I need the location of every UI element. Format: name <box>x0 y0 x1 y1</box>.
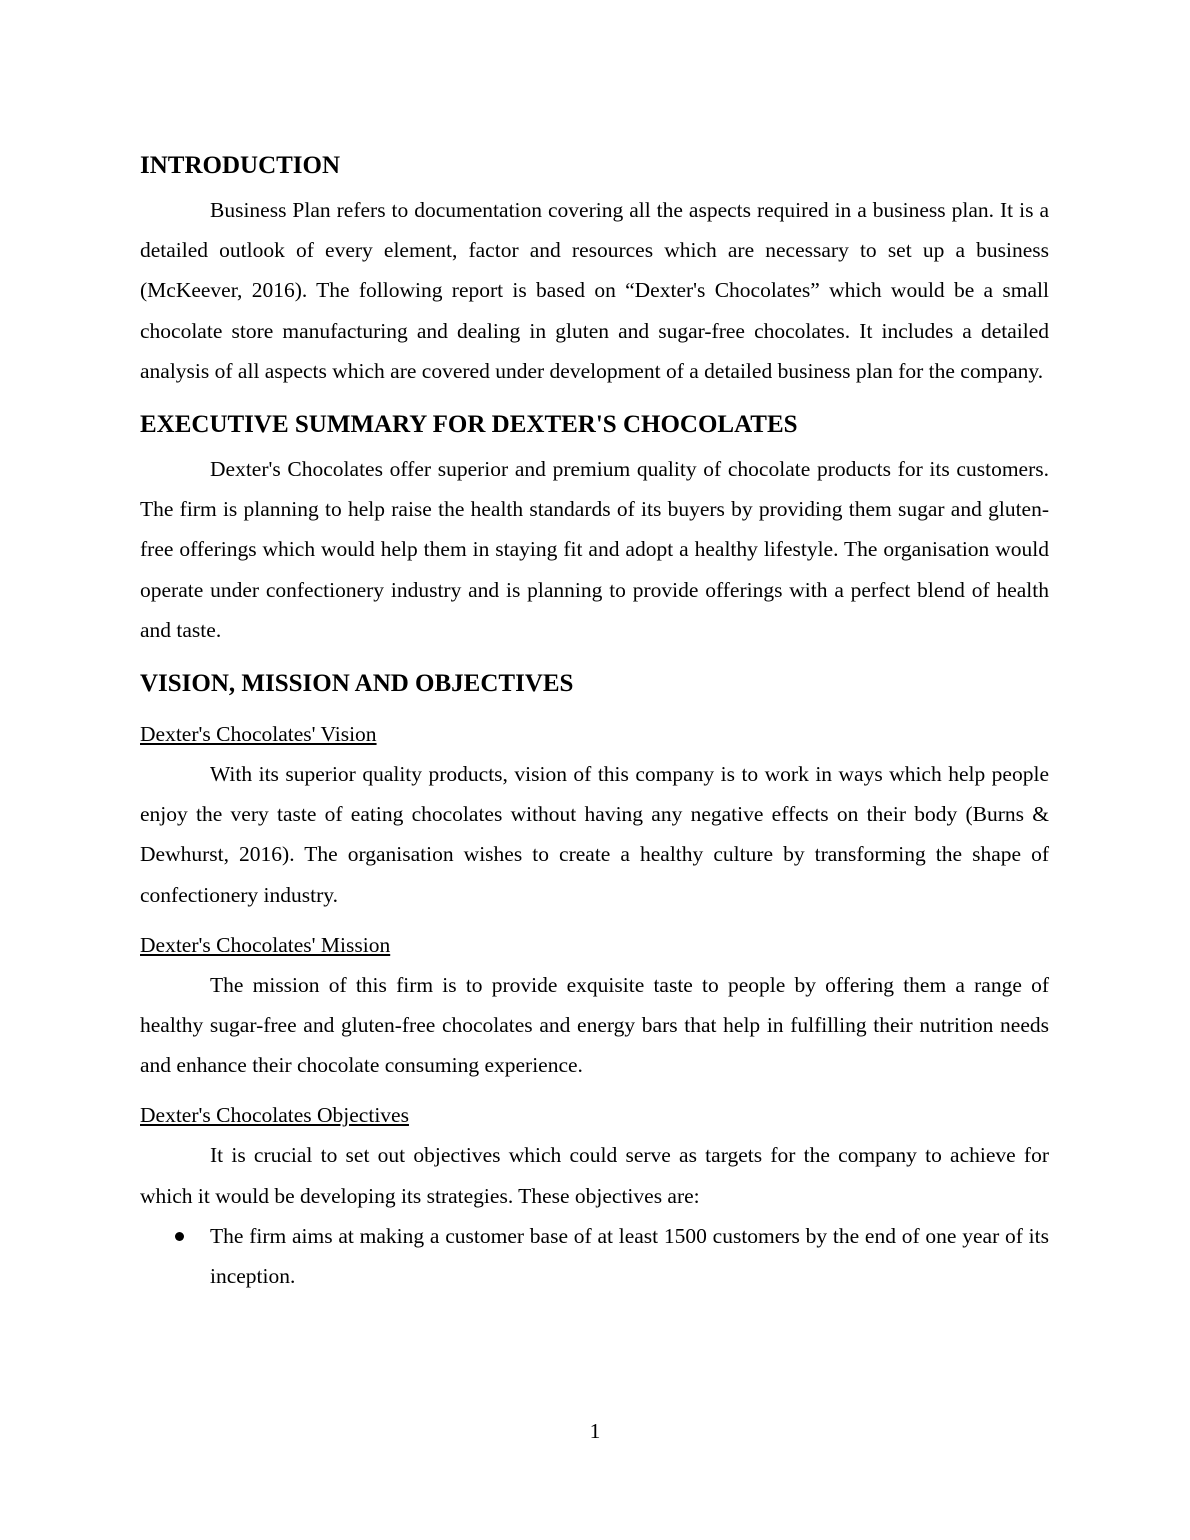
mission-paragraph: The mission of this firm is to provide exquisite taste to people by offering them a range of healthy sugar-free and gluten-free chocolates and energy bars that help in fulfilling their nutrition needs and enhance their chocolate consuming experience. <box>140 972 1049 1078</box>
objectives-paragraph: It is crucial to set out objectives which could serve as targets for the company to achieve for which it would be developing its strategies. These objectives are: <box>140 1143 1049 1208</box>
introduction-paragraph: Business Plan refers to documentation covering all the aspects required in a business plan. It is a detailed outlook of every element, factor and resources which are necessary to set up a business (McKeever, 2016). The following report is based on “Dexter's Chocolates” which would be a small chocolate store manufacturing and dealing in gluten and sugar-free chocolates. It includes a detailed analysis of all aspects which are covered under development of a detailed business plan for the company. <box>140 198 1049 383</box>
executive-summary-heading: EXECUTIVE SUMMARY FOR DEXTER'S CHOCOLATES <box>140 411 798 439</box>
executive-summary-paragraph: Dexter's Chocolates offer superior and premium quality of chocolate products for its customers. The firm is planning to help raise the health standards of its buyers by providing them sugar and gluten-free offerings which would help them in staying fit and adopt a healthy lifestyle. The organisation would operate under confectionery industry and is planning to provide offerings with a perfect blend of health and taste. <box>140 457 1049 642</box>
mission-subheading: Dexter's Chocolates' Mission <box>140 932 391 957</box>
document-page <box>140 146 1049 1296</box>
objectives-subheading: Dexter's Chocolates Objectives <box>140 1103 409 1128</box>
page-number: 1 <box>589 1419 601 1443</box>
vision-paragraph: With its superior quality products, vision of this company is to work in ways which help people enjoy the very taste of eating chocolates without having any negative effects on their body (Burns & Dewhurst, 2016). The organisation wishes to create a healthy culture by transforming the shape of confectionery industry. <box>140 762 1049 907</box>
introduction-heading: INTRODUCTION <box>140 152 341 179</box>
list-item-text: The firm aims at making a customer base of at least 1500 customers by the end of one year of its inception. <box>210 1223 1049 1289</box>
bullet-icon <box>175 1232 184 1241</box>
objectives-list <box>140 1216 1049 1296</box>
vision-subheading: Dexter's Chocolates' Vision <box>140 722 377 747</box>
list-item <box>140 1216 1049 1296</box>
vision-mission-heading: VISION, MISSION AND OBJECTIVES <box>140 670 574 698</box>
